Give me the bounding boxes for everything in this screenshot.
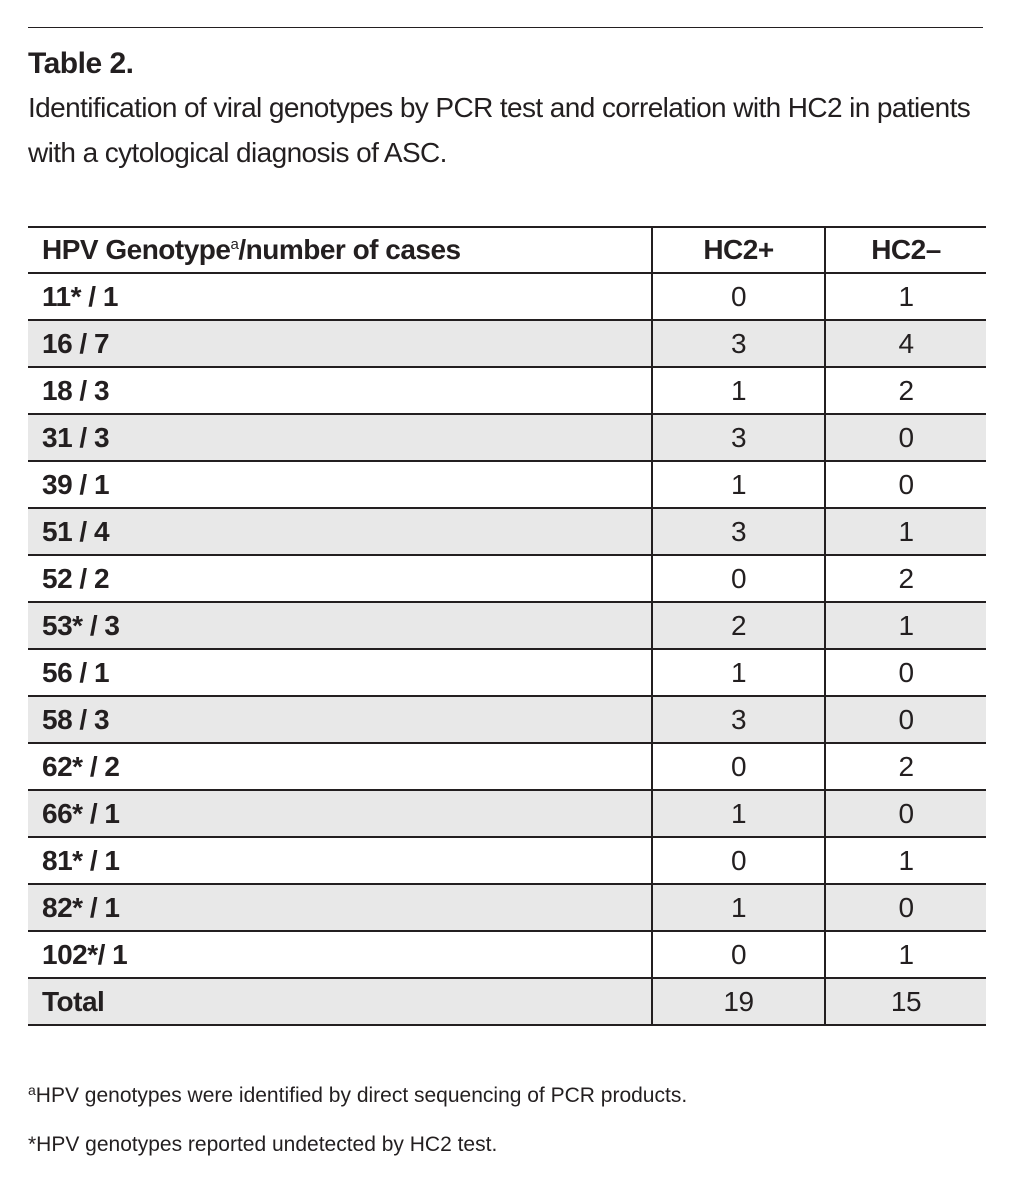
header-footnote-mark: a bbox=[230, 236, 239, 253]
footnote-a bbox=[28, 1082, 687, 1110]
table-row bbox=[28, 931, 986, 978]
hc2-negative-cell: 1 bbox=[825, 273, 986, 320]
genotype-cell: 11* / 1 bbox=[28, 273, 652, 320]
hc2-negative-cell: 2 bbox=[825, 743, 986, 790]
genotype-cell: 18 / 3 bbox=[28, 367, 652, 414]
table-body bbox=[28, 273, 986, 1025]
hc2-negative-cell: 1 bbox=[825, 931, 986, 978]
hc2-negative-cell: 1 bbox=[825, 837, 986, 884]
table-row bbox=[28, 273, 986, 320]
hc2-positive-cell: 1 bbox=[652, 367, 825, 414]
table-row bbox=[28, 555, 986, 602]
genotype-cell: 82* / 1 bbox=[28, 884, 652, 931]
hc2-positive-cell: 1 bbox=[652, 790, 825, 837]
genotype-cell: 56 / 1 bbox=[28, 649, 652, 696]
header-hc2-negative: HC2– bbox=[825, 227, 986, 273]
header-genotype bbox=[28, 227, 652, 273]
hc2-positive-cell: 2 bbox=[652, 602, 825, 649]
table-row bbox=[28, 367, 986, 414]
table-row bbox=[28, 884, 986, 931]
footnote-b: *HPV genotypes reported undetected by HC2 test. bbox=[28, 1133, 498, 1156]
hc2-negative-cell: 0 bbox=[825, 696, 986, 743]
table-row bbox=[28, 790, 986, 837]
genotype-cell: 39 / 1 bbox=[28, 461, 652, 508]
total-row bbox=[28, 978, 986, 1025]
table-row bbox=[28, 508, 986, 555]
table-row bbox=[28, 320, 986, 367]
table-row bbox=[28, 602, 986, 649]
genotype-cell: 51 / 4 bbox=[28, 508, 652, 555]
hc2-positive-cell: 0 bbox=[652, 273, 825, 320]
hc2-positive-cell: 0 bbox=[652, 837, 825, 884]
table-caption: Identification of viral genotypes by PCR test and correlation with HC2 in patients with a cytological diagnosis of ASC. bbox=[28, 92, 971, 168]
genotype-cell: 31 / 3 bbox=[28, 414, 652, 461]
hc2-positive-cell: 1 bbox=[652, 884, 825, 931]
hc2-negative-cell: 0 bbox=[825, 414, 986, 461]
table-row bbox=[28, 696, 986, 743]
table-label: Table 2. bbox=[28, 47, 134, 80]
total-label: Total bbox=[28, 978, 652, 1025]
table-row bbox=[28, 743, 986, 790]
table-row bbox=[28, 837, 986, 884]
hc2-positive-cell: 3 bbox=[652, 320, 825, 367]
genotype-cell: 102*/ 1 bbox=[28, 931, 652, 978]
hc2-positive-cell: 1 bbox=[652, 649, 825, 696]
table-header-row bbox=[28, 227, 986, 273]
hc2-positive-cell: 0 bbox=[652, 555, 825, 602]
table-row bbox=[28, 649, 986, 696]
footnote-a-mark: a bbox=[28, 1082, 36, 1098]
hc2-positive-cell: 0 bbox=[652, 931, 825, 978]
hc2-negative-cell: 4 bbox=[825, 320, 986, 367]
table-row bbox=[28, 414, 986, 461]
header-genotype-text: HPV Genotype bbox=[42, 234, 231, 265]
hc2-negative-cell: 1 bbox=[825, 508, 986, 555]
genotype-cell: 66* / 1 bbox=[28, 790, 652, 837]
genotype-cell: 52 / 2 bbox=[28, 555, 652, 602]
hc2-negative-cell: 2 bbox=[825, 555, 986, 602]
hc2-negative-cell: 0 bbox=[825, 461, 986, 508]
header-hc2-positive: HC2+ bbox=[652, 227, 825, 273]
hc2-negative-cell: 2 bbox=[825, 367, 986, 414]
hc2-negative-cell: 1 bbox=[825, 602, 986, 649]
footnote-a-text: HPV genotypes were identified by direct sequencing of PCR products. bbox=[35, 1084, 688, 1107]
hc2-negative-cell: 0 bbox=[825, 884, 986, 931]
top-rule bbox=[28, 27, 983, 28]
genotype-cell: 53* / 3 bbox=[28, 602, 652, 649]
hc2-positive-cell: 3 bbox=[652, 508, 825, 555]
hc2-negative-cell: 0 bbox=[825, 790, 986, 837]
genotype-table bbox=[28, 226, 986, 1026]
genotype-cell: 16 / 7 bbox=[28, 320, 652, 367]
hc2-positive-cell: 3 bbox=[652, 696, 825, 743]
hc2-positive-cell: 3 bbox=[652, 414, 825, 461]
header-cases-text: /number of cases bbox=[238, 234, 461, 265]
total-hc2-negative: 15 bbox=[825, 978, 986, 1025]
hc2-positive-cell: 1 bbox=[652, 461, 825, 508]
table-row bbox=[28, 461, 986, 508]
hc2-negative-cell: 0 bbox=[825, 649, 986, 696]
genotype-cell: 58 / 3 bbox=[28, 696, 652, 743]
genotype-cell: 81* / 1 bbox=[28, 837, 652, 884]
total-hc2-positive: 19 bbox=[652, 978, 825, 1025]
hc2-positive-cell: 0 bbox=[652, 743, 825, 790]
genotype-cell: 62* / 2 bbox=[28, 743, 652, 790]
